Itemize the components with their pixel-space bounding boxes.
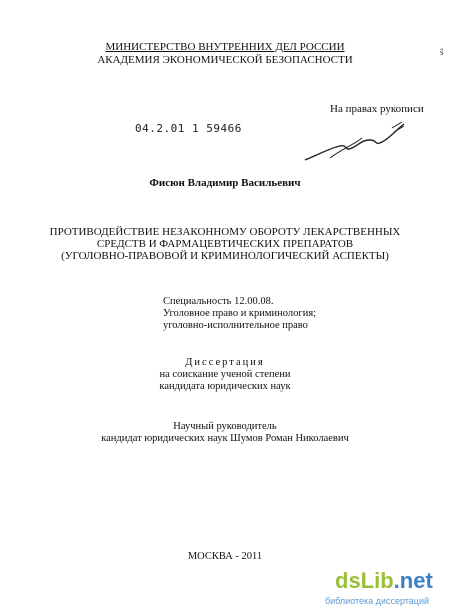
watermark-logo-part2: .net [393, 568, 433, 593]
dissertation-line: на соискание ученой степени [159, 369, 291, 380]
title-line: ПРОТИВОДЕЙСТВИЕ НЕЗАКОННОМУ ОБОРОТУ ЛЕКАРСТВЕННЫХ [49, 226, 401, 238]
specialty-line: уголовно-исполнительное право [163, 320, 308, 331]
title-line: СРЕДСТВ И ФАРМАЦЕВТИЧЕСКИХ ПРЕПАРАТОВ [96, 238, 354, 250]
specialty-line: Уголовное право и криминология; [163, 308, 317, 319]
signature-icon [300, 118, 410, 166]
supervisor-label: Научный руководитель [173, 421, 277, 432]
specialty-line: Специальность 12.00.08. [163, 296, 274, 307]
academy-heading: АКАДЕМИЯ ЭКОНОМИЧЕСКОЙ БЕЗОПАСНОСТИ [97, 54, 353, 66]
ministry-heading: МИНИСТЕРСТВО ВНУТРЕННИХ ДЕЛ РОССИИ [105, 41, 345, 53]
watermark[interactable] [325, 568, 443, 612]
dissertation-heading: Диссертация [185, 357, 265, 368]
page-mark: ŝ [440, 47, 444, 57]
watermark-subtitle: библиотека диссертаций [325, 596, 430, 606]
watermark-logo [335, 568, 433, 594]
title-line: (УГОЛОВНО-ПРАВОВОЙ И КРИМИНОЛОГИЧЕСКИЙ АСПЕКТЫ) [61, 250, 389, 262]
author-name: Фисюн Владимир Васильевич [149, 177, 301, 189]
watermark-logo-part1: dsLib [335, 568, 394, 593]
registration-stamp: 04.2.01 1 59466 [135, 122, 242, 135]
city-year: МОСКВА - 2011 [187, 551, 263, 562]
manuscript-note: На правах рукописи [330, 103, 424, 115]
supervisor-name: кандидат юридических наук Шумов Роман Николаевич [101, 433, 349, 444]
dissertation-line: кандидата юридических наук [159, 381, 291, 392]
